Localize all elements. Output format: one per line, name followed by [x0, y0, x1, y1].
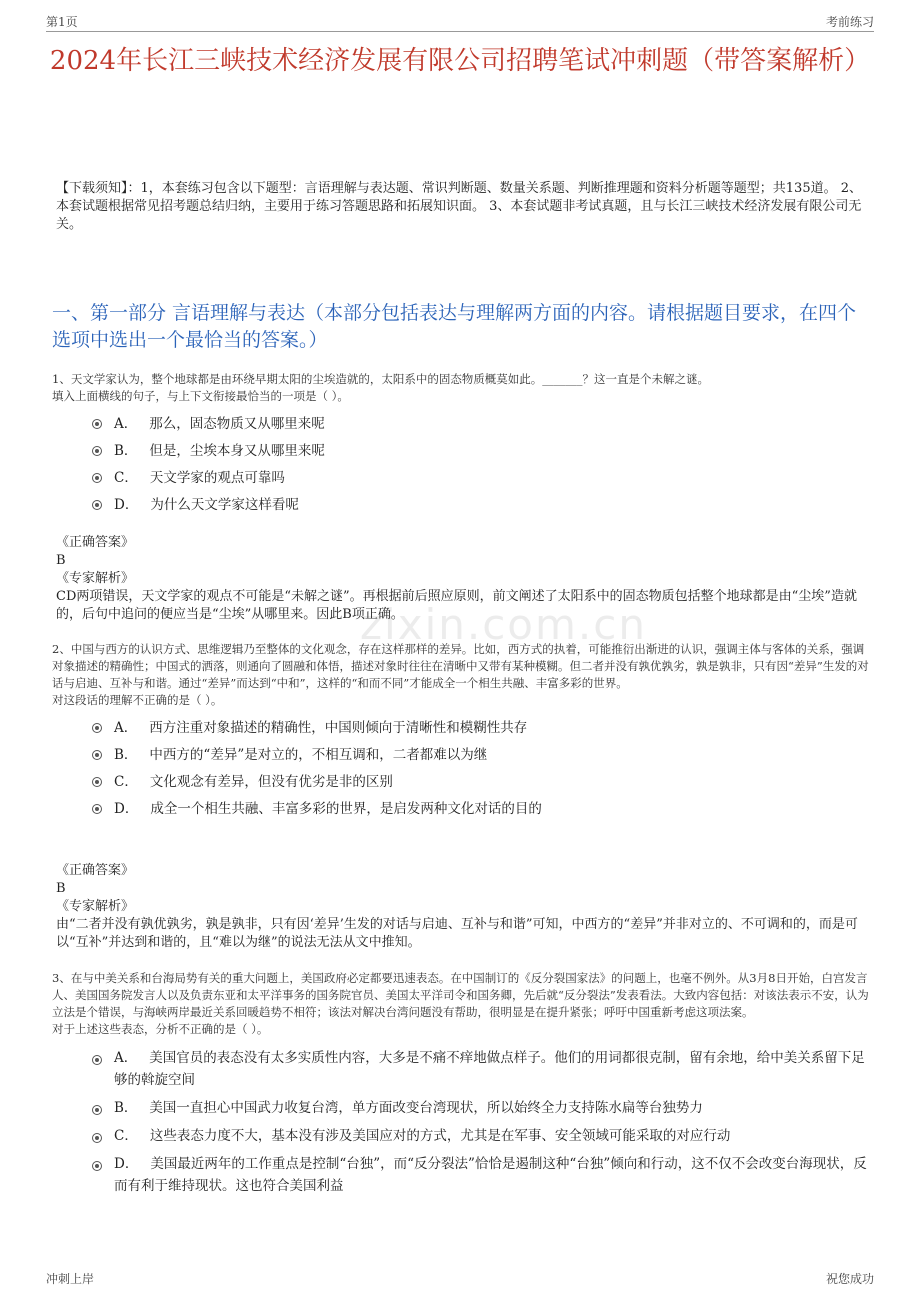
- question-prompt: 填入上面横线的句子，与上下文衔接最恰当的一项是（ ）。: [52, 389, 349, 403]
- answer-block-1: [56, 534, 868, 624]
- option-c[interactable]: C． 这些表态力度不大，基本没有涉及美国应对的方式，尤其是在军事、安全领域可能采取的对应行动: [92, 1122, 872, 1150]
- question-text: 3、在与中美关系和台海局势有关的重大问题上，美国政府必定都要迅速表态。在中国制订的《反分裂国家法》的问题上，也毫不例外。从3月8日开始，白宫发言人、美国国务院发言人以及负责东亚和太平洋事务的国务院官员、美国太平洋司令和国务卿，先后就“反分裂法”发表看法。大致内容包括：对该法表示不安，认为立法是个错误，与海峡两岸最近关系回暖趋势不相符；该法对解决台湾问题没有帮助，很明显是在提升紧张；呼吁中国重新考虑这项法案。: [52, 971, 869, 1019]
- option-b[interactable]: B． 中西方的“差异”是对立的，不相互调和，二者都难以为继: [92, 742, 872, 769]
- option-a[interactable]: A． 美国官员的表态没有太多实质性内容，大多是不痛不痒地做点样子。他们的用词都很克制，留有余地，给中美关系留下足够的斡旋空间: [92, 1044, 872, 1094]
- option-d[interactable]: D． 为什么天文学家这样看呢: [92, 492, 872, 519]
- question-text: 2、中国与西方的认识方式、思维逻辑乃至整体的文化观念，存在这样那样的差异。比如，西方式的执着，可能推衍出渐进的认识，强调主体与客体的关系，强调对象描述的精确性；中国式的洒落，则通向了圆融和体悟，描述对象时往往在清晰中又带有某种模糊。但二者并没有孰优孰劣，孰是孰非，只有因“差异”生发的对话与启迪、互补与和谐。通过“差异”而达到“中和”，这样的“和而不同”才能成全一个相生共融、丰富多彩的世界。: [52, 642, 869, 690]
- radio-icon[interactable]: [92, 500, 102, 510]
- option-list: [92, 715, 872, 823]
- footer-left: 冲刺上岸: [46, 1272, 95, 1286]
- question-prompt: 对于上述这些表态，分析不正确的是（ ）。: [52, 1022, 269, 1036]
- analysis-text: 由“二者并没有孰优孰劣，孰是孰非，只有因‘差异’生发的对话与启迪、互补与和谐”可知，中西方的“差异”并非对立的、不可调和的，而是可以“互补”并达到和谐的，且“难以为继”的说法无法从文中推知。: [56, 917, 858, 950]
- question-3: [52, 970, 872, 1200]
- option-a[interactable]: A． 那么，固态物质又从哪里来呢: [92, 411, 872, 438]
- answer-label: 《正确答案》: [56, 535, 135, 550]
- analysis-label: 《专家解析》: [56, 571, 135, 586]
- page-number: 第1页: [46, 15, 78, 29]
- answer-block-2: [56, 862, 868, 952]
- option-a[interactable]: A． 西方注重对象描述的精确性，中国则倾向于清晰性和模糊性共存: [92, 715, 872, 742]
- radio-icon[interactable]: [92, 777, 102, 787]
- radio-icon[interactable]: [92, 750, 102, 760]
- answer-value: B: [56, 881, 66, 896]
- section-heading: 一、第一部分 言语理解与表达（本部分包括表达与理解两方面的内容。请根据题目要求，在四个选项中选出一个最恰当的答案。）: [52, 302, 857, 351]
- radio-icon[interactable]: [92, 473, 102, 483]
- option-d[interactable]: D． 美国最近两年的工作重点是控制“台独”，而“反分裂法”恰恰是遏制这种“台独”倾向和行动，这不仅不会改变台海现状，反而有利于维持现状。这也符合美国利益: [92, 1150, 872, 1200]
- header-tag: 考前练习: [825, 15, 874, 29]
- question-1: [52, 371, 872, 519]
- analysis-text: CD两项错误，天文学家的观点不可能是“未解之谜”。再根据前后照应原则，前文阐述了太阳系中的固态物质包括整个地球都是由“尘埃”造就的，后句中追问的便应当是“尘埃”从哪里来。因此B项正确。: [56, 589, 857, 622]
- page-header: [46, 13, 874, 32]
- radio-icon[interactable]: [92, 1105, 102, 1115]
- watermark: zixin.com.cn: [360, 600, 647, 649]
- radio-icon[interactable]: [92, 804, 102, 814]
- option-c[interactable]: C． 天文学家的观点可靠吗: [92, 465, 872, 492]
- download-notice: 【下载须知】：1，本套练习包含以下题型：言语理解与表达题、常识判断题、数量关系题、判断推理题和资料分析题等题型；共135道。 2、本套试题根据常见招考题总结归纳，主要用于练习答题思路和拓展知识面。 3、本套试题非考试真题，且与长江三峡技术经济发展有限公司无关。: [56, 181, 862, 232]
- option-b[interactable]: B． 但是，尘埃本身又从哪里来呢: [92, 438, 872, 465]
- option-c[interactable]: C． 文化观念有差异，但没有优劣是非的区别: [92, 769, 872, 796]
- option-list: [92, 411, 872, 519]
- question-prompt: 对这段话的理解不正确的是（ ）。: [52, 693, 223, 707]
- radio-icon[interactable]: [92, 723, 102, 733]
- question-2: [52, 641, 872, 823]
- question-text: 1、天文学家认为，整个地球都是由环绕早期太阳的尘埃造就的，太阳系中的固态物质概莫如此。_______？这一直是个未解之谜。: [52, 372, 710, 386]
- answer-value: B: [56, 553, 66, 568]
- option-b[interactable]: B． 美国一直担心中国武力收复台湾，单方面改变台湾现状，所以始终全力支持陈水扁等台独势力: [92, 1094, 872, 1122]
- option-list: [92, 1044, 872, 1200]
- answer-label: 《正确答案》: [56, 863, 135, 878]
- option-d[interactable]: D． 成全一个相生共融、丰富多彩的世界，是启发两种文化对话的目的: [92, 796, 872, 823]
- radio-icon[interactable]: [92, 1133, 102, 1143]
- document-title: 2024年长江三峡技术经济发展有限公司招聘笔试冲刺题（带答案解析）: [49, 46, 871, 76]
- analysis-label: 《专家解析》: [56, 899, 135, 914]
- radio-icon[interactable]: [92, 1161, 102, 1171]
- radio-icon[interactable]: [92, 1055, 102, 1065]
- radio-icon[interactable]: [92, 446, 102, 456]
- radio-icon[interactable]: [92, 419, 102, 429]
- footer-right: 祝您成功: [825, 1272, 874, 1286]
